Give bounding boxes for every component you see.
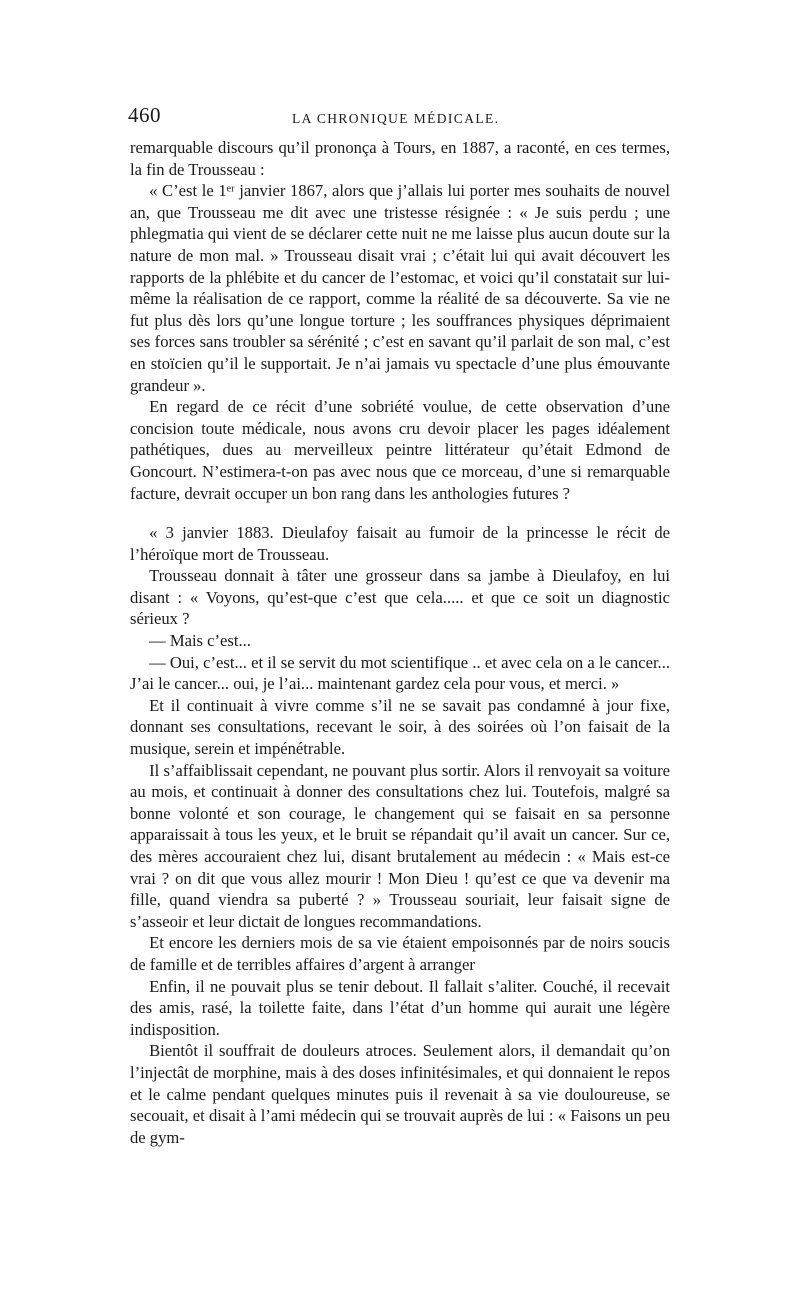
paragraph-narrative: Il s’affaiblissait cependant, ne pouvant plus sortir. Alors il renvoyait sa voiture au mois, et continuait à donner des consultations chez lui. Toutefois, malgré sa bonne volonté et son courage, le changement qui se faisait en sa personne apparaissait à tous les yeux, et le bruit se répandait qu’il avait un cancer. Sur ce, des mères accouraient chez lui, disant brutalement au médecin : « Mais est-ce vrai ? on dit que vous allez mourir ! Mon Dieu ! qu’est ce que va devenir ma fille, quand viendra sa puberté ? » Trousseau souriait, leur faisait signe de s’asseoir et leur dictait de longues recommandations. xyxy=(130,760,670,931)
paragraph-dialogue-start: Trousseau donnait à tâter une grosseur dans sa jambe à Dieulafoy, en lui disant : « Voyons, qu’est-que c’est que cela..... et que ce soit un diagnostic sérieux ? xyxy=(130,566,670,629)
paragraph-commentary: En regard de ce récit d’une sobriété voulue, de cette observation d’une concision toute médicale, nous avons cru devoir placer les pages idéalement pathétiques, dues au merveilleux peintre littérateur qu’était Edmond de Goncourt. N’estimera-t-on pas avec nous que ce morceau, d’une si remarquable facture, devrait occuper un bon rang dans les anthologies futures ? xyxy=(130,397,670,503)
paragraph-dialogue-answer: — Oui, c’est... et il se servit du mot scientifique .. et avec cela on a le cancer... J’ai le cancer... oui, je l’ai... maintenant gardez cela pour vous, et merci. » xyxy=(130,652,670,694)
page-number: 460 xyxy=(128,103,161,127)
paragraph-journal-entry: « 3 janvier 1883. Dieulafoy faisait au fumoir de la princesse le récit de l’héroïque mort de Trousseau. xyxy=(130,523,670,564)
paragraph-narrative: Bientôt il souffrait de douleurs atroces. Seulement alors, il demandait qu’on l’injectât de morphine, mais à des doses infinitésimales, et qui donnaient le repos et le calme pendant quelques minutes puis il revenait à sa vie douloureuse, se secouait, et disait à l’ami médecin qui se trouvait auprès de lui : « Faisons un peu de gym- xyxy=(130,1041,670,1147)
paragraph-narrative: Et encore les derniers mois de sa vie étaient empoisonnés par de noirs soucis de famille et de terribles affaires d’argent à arranger xyxy=(130,933,670,974)
book-page xyxy=(130,103,670,1148)
running-head xyxy=(130,103,670,137)
paragraph-continuation: remarquable discours qu’il prononça à Tours, en 1887, a raconté, en ces termes, la fin de Trousseau : xyxy=(130,138,670,179)
paragraph-narrative: Et il continuait à vivre comme s’il ne se savait pas condamné à jour fixe, donnant ses consultations, recevant le soir, à des soirées où l’on faisait de la musique, serein et impénétrable. xyxy=(130,695,670,759)
body-text xyxy=(130,137,670,1148)
journal-title: LA CHRONIQUE MÉDICALE. xyxy=(292,111,500,126)
paragraph-narrative: Enfin, il ne pouvait plus se tenir debout. Il fallait s’aliter. Couché, il recevait des amis, rasé, la toilette faite, dans l’état d’un homme qui aurait une légère indisposition. xyxy=(130,976,670,1039)
paragraph-dialogue-reply: — Mais c’est... xyxy=(149,631,251,651)
paragraph-quote-letter: « C’est le 1ᵉʳ janvier 1867, alors que j’allais lui porter mes souhaits de nouvel an, que Trousseau me dit avec une tristesse résignée : « Je suis perdu ; une phlegmatia qui vient de se déclarer cette nuit ne me laisse plus aucun doute sur la nature de mon mal. » Trousseau disait vrai ; c’était lui qui avait découvert les rapports de la phlébite et du cancer de l’estomac, et voici qu’il constatait sur lui-même la réalisation de ce rapport, comme la réalité de sa découverte. Sa vie ne fut plus dès lors qu’une longue torture ; les souffrances physiques déprimaient ses forces sans troubler sa sérénité ; c’est en savant qu’il parlait de son mal, c’est en stoïcien qu’il le supportait. Je n’ai jamais vu spectacle d’une plus émouvante grandeur ». xyxy=(130,181,670,395)
